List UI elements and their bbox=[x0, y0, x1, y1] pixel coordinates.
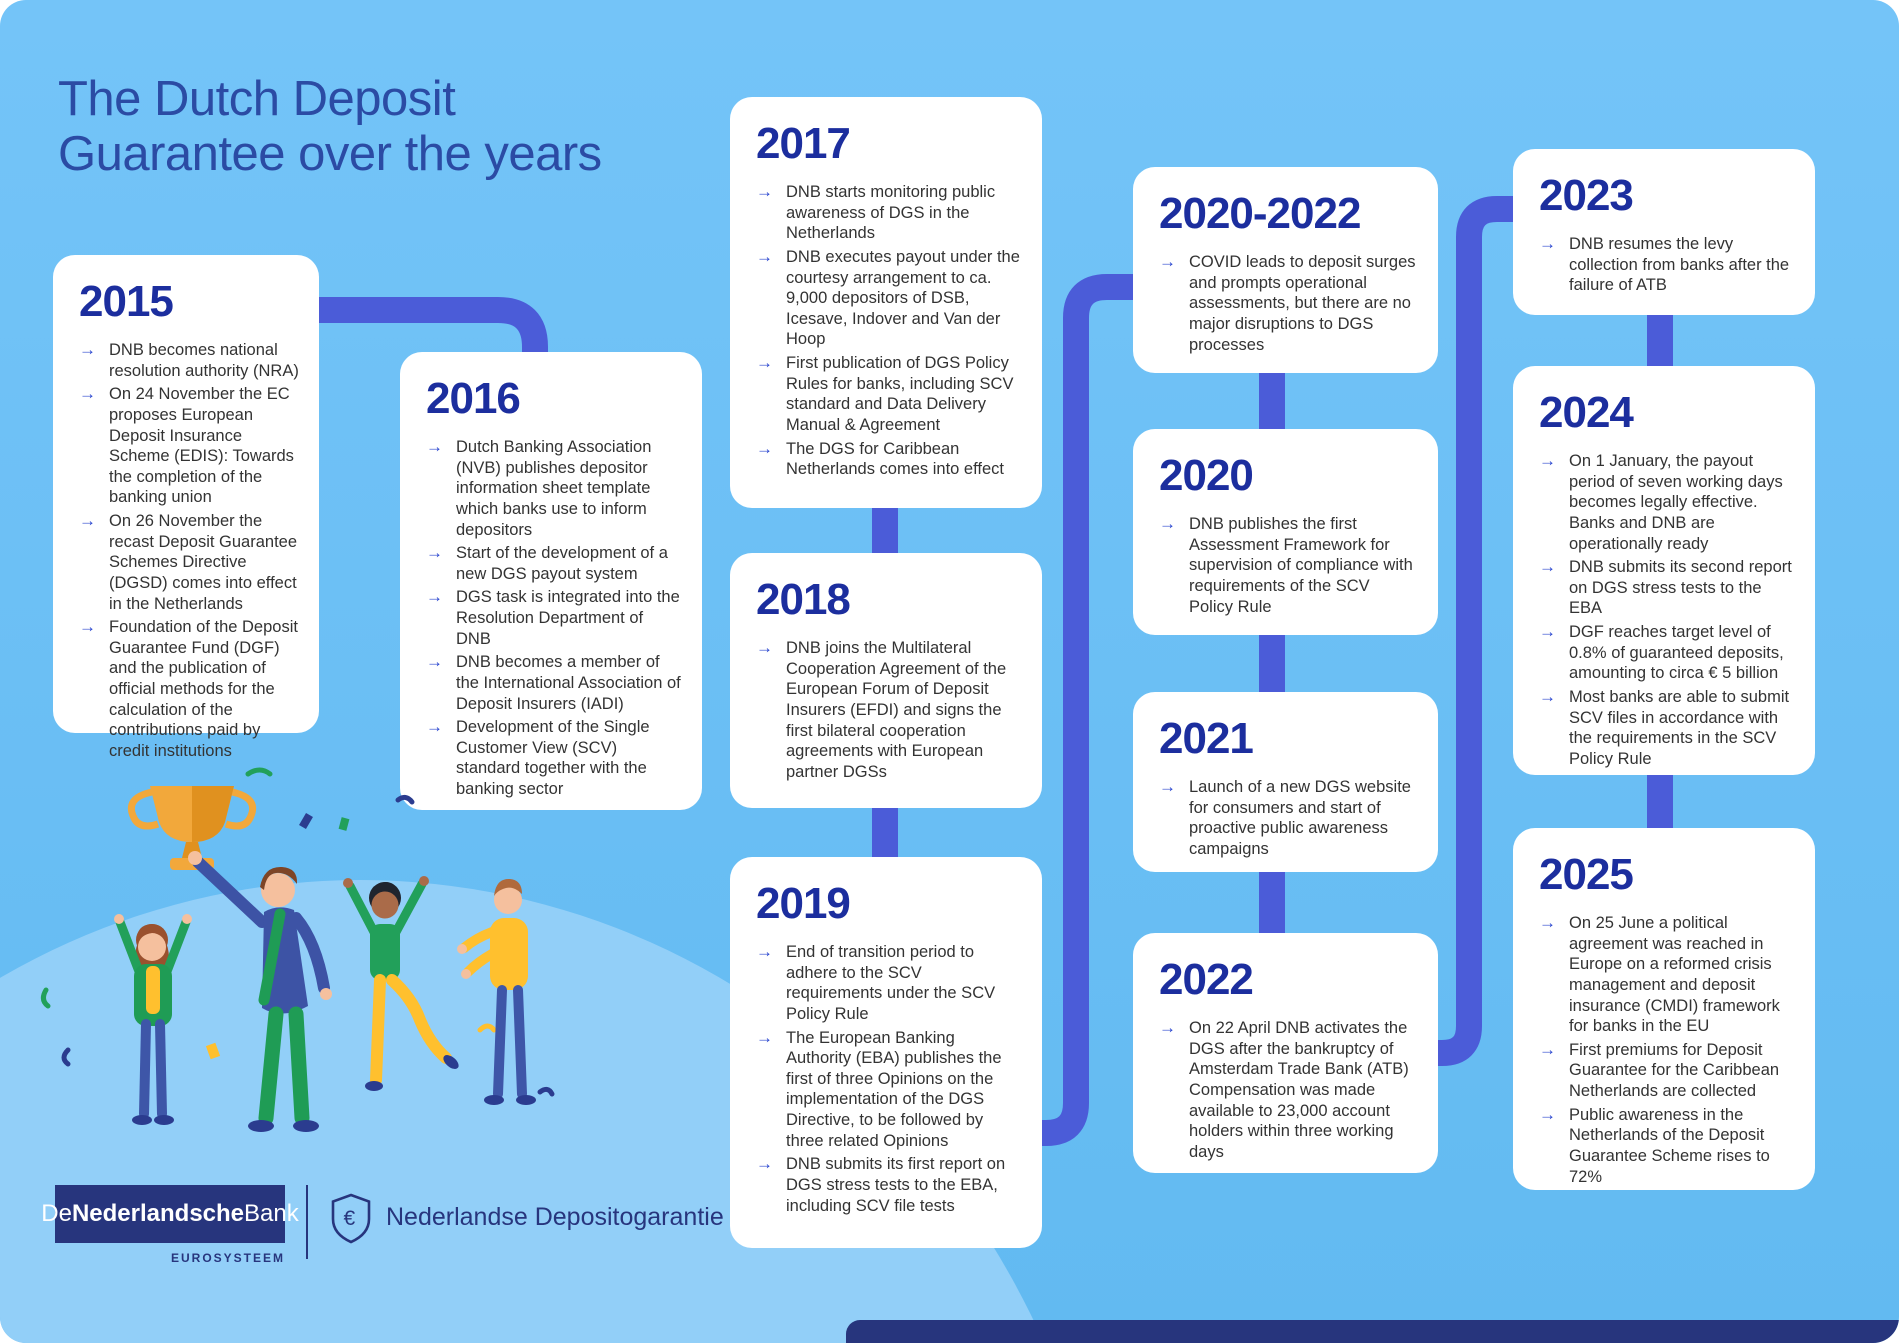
timeline-bullet bbox=[79, 617, 299, 761]
dnb-logo bbox=[41, 1185, 299, 1243]
year-card-2025 bbox=[1513, 828, 1815, 1190]
year-heading-2024: 2024 bbox=[1539, 388, 1633, 437]
timeline-bullet bbox=[1539, 1040, 1795, 1102]
timeline-bullet bbox=[79, 511, 299, 614]
year-card-2023 bbox=[1513, 149, 1815, 315]
person-woman-cardigan bbox=[114, 914, 192, 1125]
timeline-bullet bbox=[1539, 622, 1795, 684]
page-title-line1: The Dutch Deposit bbox=[58, 72, 456, 126]
timeline-bullet bbox=[756, 182, 1022, 244]
bullet-text: Most banks are able to submit SCV files in accordance with the requirements in the SCV Policy Rule bbox=[1569, 687, 1790, 768]
bullet-text: On 22 April DNB activates the DGS after the bankruptcy of Amsterdam Trade Bank (ATB) Compensation was made available to 23,000 account holders within three working days bbox=[1189, 1019, 1409, 1161]
arrow-icon: → bbox=[426, 652, 443, 672]
arrow-icon: → bbox=[1159, 252, 1176, 271]
arrow-icon: → bbox=[1539, 1039, 1556, 1059]
timeline-pipe-2019-2020 bbox=[1036, 287, 1140, 1133]
timeline-bullet bbox=[1539, 451, 1795, 554]
bullet-text: DNB becomes a member of the International Association of Deposit Insurers (IADI) bbox=[456, 653, 681, 713]
year-card-2020-2022 bbox=[1133, 167, 1438, 373]
timeline-bullet bbox=[1159, 777, 1418, 860]
timeline-bullet bbox=[756, 353, 1022, 436]
year-card-2015 bbox=[53, 255, 319, 760]
arrow-icon: → bbox=[756, 1027, 773, 1047]
arrow-icon: → bbox=[1159, 1018, 1176, 1037]
year-heading-2017: 2017 bbox=[756, 119, 850, 168]
page-title-line2: Guarantee over the years bbox=[58, 127, 602, 182]
dnb-logo-text bbox=[41, 1200, 298, 1228]
year-heading-2025: 2025 bbox=[1539, 850, 1633, 899]
year-card-2024 bbox=[1513, 366, 1815, 775]
arrow-icon: → bbox=[756, 942, 773, 961]
arrow-icon: → bbox=[1159, 777, 1176, 796]
arrow-icon: → bbox=[426, 717, 443, 737]
bullet-text: DNB starts monitoring public awareness of DGS in the Netherlands bbox=[786, 183, 996, 243]
bullet-text: The European Banking Authority (EBA) publishes the first of three Opinions on the implementation of the DGS Directive, to be followed by three related Opinions bbox=[786, 1028, 1002, 1150]
year-card-2016 bbox=[400, 352, 702, 810]
timeline-bullet bbox=[1539, 687, 1795, 770]
bullet-text: Start of the development of a new DGS payout system bbox=[456, 544, 668, 583]
timeline-bullet bbox=[756, 439, 1022, 480]
timeline-bullet bbox=[79, 340, 299, 381]
year-card-2019 bbox=[730, 857, 1042, 1248]
arrow-icon: → bbox=[1539, 234, 1556, 253]
arrow-icon: → bbox=[79, 384, 96, 404]
arrow-icon: → bbox=[756, 638, 773, 657]
arrow-icon: → bbox=[426, 587, 443, 607]
year-heading-2015: 2015 bbox=[79, 277, 173, 326]
bullet-text: On 25 June a political agreement was reached in Europe on a reformed crisis management and deposit insurance (CMDI) framework for banks in the EU bbox=[1569, 914, 1780, 1036]
arrow-icon: → bbox=[756, 438, 773, 458]
arrow-icon: → bbox=[756, 182, 773, 201]
bullet-text: Development of the Single Customer View (SCV) standard together with the banking sector bbox=[456, 718, 650, 798]
bullet-text: DNB submits its second report on DGS stress tests to the EBA bbox=[1569, 558, 1792, 618]
timeline-bullet bbox=[756, 942, 1022, 1025]
timeline-bullet bbox=[1539, 1105, 1795, 1188]
arrow-icon: → bbox=[79, 511, 96, 530]
year-heading-2019: 2019 bbox=[756, 879, 850, 928]
person-man-trophy bbox=[188, 851, 332, 1132]
bullet-text: COVID leads to deposit surges and prompts operational assessments, but there are no major disruptions to DGS processes bbox=[1189, 253, 1416, 354]
bullet-text: On 24 November the EC proposes European Deposit Insurance Scheme (EDIS): Towards the completion of the banking union bbox=[109, 385, 294, 507]
bullet-text: On 26 November the recast Deposit Guarantee Schemes Directive (DGSD) comes into effect in the Netherlands bbox=[109, 512, 298, 613]
arrow-icon: → bbox=[1539, 557, 1556, 577]
timeline-bullet bbox=[426, 543, 682, 584]
timeline-pipe-2022-2023 bbox=[1432, 209, 1522, 1053]
dnb-logo-nederlandsche: Nederlandsche bbox=[71, 1200, 245, 1227]
arrow-icon: → bbox=[1539, 451, 1556, 470]
bullet-text: DNB becomes national resolution authority (NRA) bbox=[109, 341, 299, 380]
year-card-2020 bbox=[1133, 429, 1438, 635]
page-title bbox=[58, 72, 602, 183]
dnb-logo-bank: Bank bbox=[244, 1200, 299, 1227]
euro-shield-icon bbox=[328, 1192, 374, 1246]
bullet-text: DNB executes payout under the courtesy arrangement to ca. 9,000 depositors of DSB, Icesave, Indover and Van der Hoop bbox=[786, 247, 1020, 349]
arrow-icon: → bbox=[79, 340, 96, 359]
timeline-bullet bbox=[1539, 234, 1795, 296]
timeline-bullet bbox=[1539, 913, 1795, 1037]
timeline-bullet bbox=[426, 652, 682, 714]
timeline-bullet bbox=[756, 1154, 1022, 1216]
bullet-text: First premiums for Deposit Guarantee for the Caribbean Netherlands are collected bbox=[1569, 1040, 1780, 1100]
year-heading-2021: 2021 bbox=[1159, 714, 1253, 763]
timeline-bullet bbox=[1539, 557, 1795, 619]
bottom-navy-bar bbox=[846, 1320, 1899, 1343]
arrow-icon: → bbox=[756, 1154, 773, 1174]
timeline-bullet bbox=[756, 1028, 1022, 1152]
timeline-bullet bbox=[1159, 252, 1418, 355]
bullet-text: DNB joins the Multilateral Cooperation Agreement of the European Forum of Deposit Insurers (EFDI) and signs the first bilateral cooperation agreements with European partner DGSs bbox=[786, 639, 1007, 781]
arrow-icon: → bbox=[426, 437, 443, 456]
bullet-text: Public awareness in the Netherlands of the Deposit Guarantee Scheme rises to 72% bbox=[1569, 1105, 1770, 1186]
timeline-bullet bbox=[1159, 514, 1418, 617]
eurosysteem-label: EUROSYSTEEM bbox=[170, 1251, 285, 1265]
year-heading-2022: 2022 bbox=[1159, 955, 1253, 1004]
year-heading-2016: 2016 bbox=[426, 374, 520, 423]
year-heading-2020-2022: 2020-2022 bbox=[1159, 189, 1361, 238]
timeline-bullet bbox=[1159, 1018, 1418, 1162]
bullet-text: On 1 January, the payout period of seven working days becomes legally effective. Banks and DNB are operationally ready bbox=[1569, 452, 1783, 553]
person-man-yellow bbox=[457, 879, 536, 1105]
celebration-illustration bbox=[40, 762, 600, 1182]
bullet-text: The DGS for Caribbean Netherlands comes into effect bbox=[786, 439, 1004, 479]
bullet-text: Launch of a new DGS website for consumers and start of proactive public awareness campaigns bbox=[1189, 778, 1411, 858]
arrow-icon: → bbox=[426, 543, 443, 563]
year-card-2017 bbox=[730, 97, 1042, 508]
year-card-2022 bbox=[1133, 933, 1438, 1173]
timeline-bullet bbox=[426, 437, 682, 540]
person-woman-dancing bbox=[343, 876, 461, 1091]
bullet-text: DNB submits its first report on DGS stress tests to the EBA, including SCV file tests bbox=[786, 1155, 1006, 1215]
bullet-text: DGF reaches target level of 0.8% of guaranteed deposits, amounting to circa € 5 billion bbox=[1569, 623, 1784, 683]
bullet-text: DNB publishes the first Assessment Framework for supervision of compliance with requirements of the SCV Policy Rule bbox=[1189, 515, 1413, 616]
arrow-icon: → bbox=[1539, 686, 1556, 706]
year-card-2021 bbox=[1133, 692, 1438, 872]
dnb-logo-de: De bbox=[41, 1200, 72, 1227]
year-card-2018 bbox=[730, 553, 1042, 808]
bullet-text: Dutch Banking Association (NVB) publishes depositor information sheet template which banks use to inform depositors bbox=[456, 438, 652, 539]
arrow-icon: → bbox=[1539, 913, 1556, 932]
year-heading-2023: 2023 bbox=[1539, 171, 1633, 220]
arrow-icon: → bbox=[1159, 514, 1176, 533]
arrow-icon: → bbox=[1539, 622, 1556, 641]
timeline-bullet bbox=[79, 384, 299, 508]
timeline-bullet bbox=[756, 638, 1022, 782]
bullet-text: DNB resumes the levy collection from banks after the failure of ATB bbox=[1569, 235, 1790, 295]
arrow-icon: → bbox=[79, 617, 96, 637]
bullet-text: First publication of DGS Policy Rules for banks, including SCV standard and Data Delivery Manual & Agreement bbox=[786, 354, 1014, 434]
bullet-text: Foundation of the Deposit Guarantee Fund (DGF) and the publication of official methods for the calculation of the contributions paid by credit institutions bbox=[109, 618, 298, 760]
brand-wordmark: Nederlandse Depositogarantie bbox=[386, 1203, 724, 1231]
bullet-text: DGS task is integrated into the Resolution Department of DNB bbox=[456, 588, 680, 648]
logo-divider bbox=[306, 1185, 308, 1259]
year-heading-2018: 2018 bbox=[756, 575, 850, 624]
bullet-text: End of transition period to adhere to the SCV requirements under the SCV Policy Rule bbox=[786, 943, 996, 1023]
timeline-bullet bbox=[756, 247, 1022, 350]
arrow-icon: → bbox=[1539, 1104, 1556, 1124]
arrow-icon: → bbox=[756, 246, 773, 266]
timeline-bullet bbox=[426, 587, 682, 649]
euro-symbol: € bbox=[343, 1207, 356, 1230]
year-heading-2020: 2020 bbox=[1159, 451, 1253, 500]
arrow-icon: → bbox=[756, 353, 773, 372]
